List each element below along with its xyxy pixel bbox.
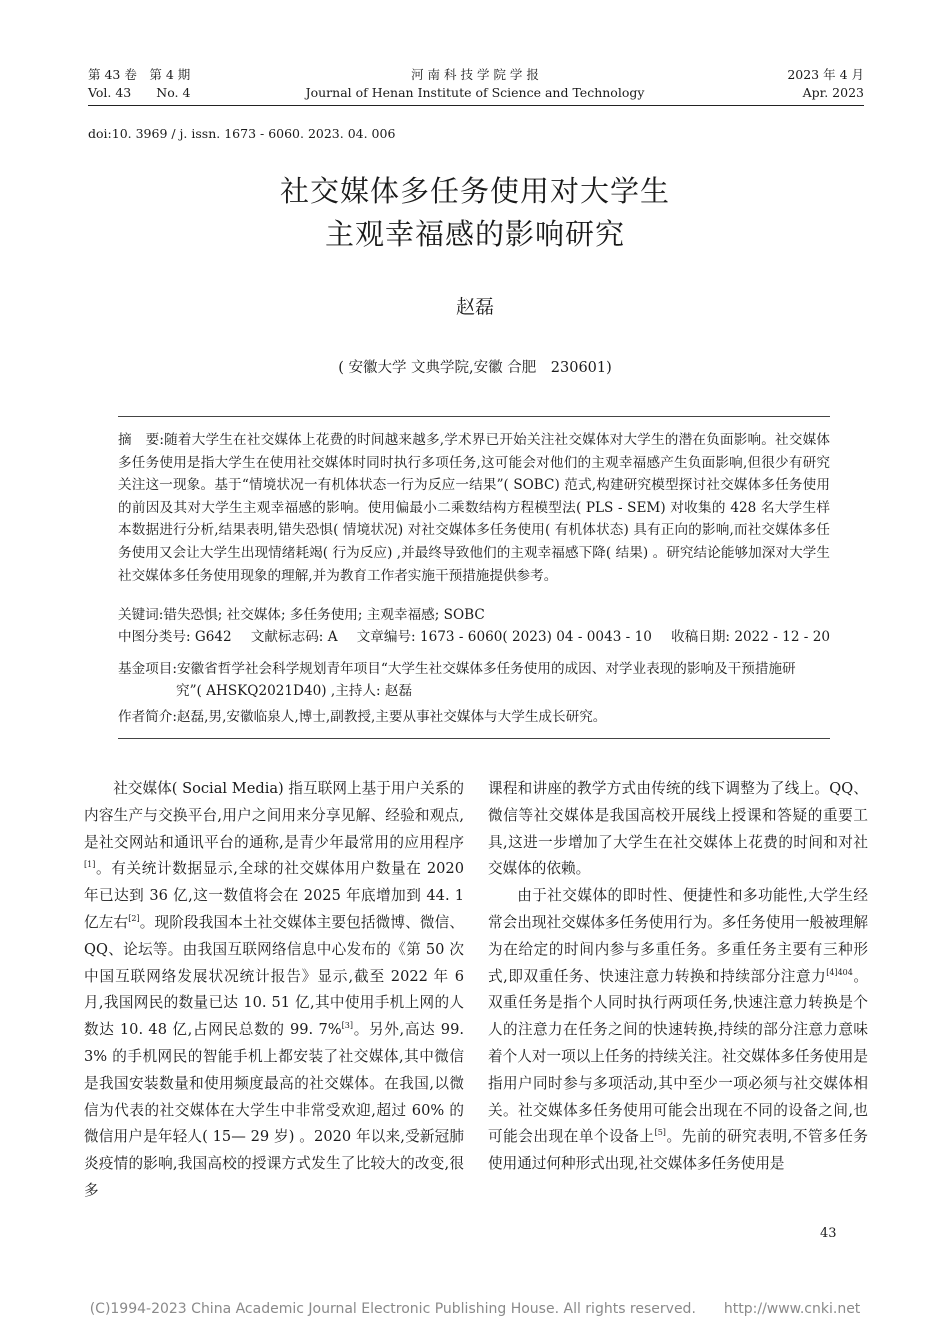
author: 赵磊 [455, 296, 494, 318]
body-text: 。双重任务是指个人同时执行两项任务,快速注意力转换是个人的注意力在任务之间的快速转换,持续的部分注意力意味着个人对一项以上任务的持续关注。社交媒体多任务使用是指用户同时参与多项活动,其中至少一项必须与社交媒体相关。社交媒体多任务使用可能会出现在不同的设备之间,也可能会出现在单个设备上 [488, 967, 868, 1146]
copyright-footer: (C)1994-2023 China Academic Journal Electronic Publishing House. All rights reserved. http://www.cnki.net [89, 1301, 861, 1317]
volume-issue-cn: 第 43 卷 第 4 期 [88, 67, 191, 82]
funding-line-1: 安徽省哲学社会科学规划青年项目“大学生社交媒体多任务使用的成因、对学业表现的影响及干预措施研 [176, 661, 796, 677]
citation-ref-3[interactable]: [3] [341, 1021, 354, 1031]
clc-number: 中图分类号: G642 [118, 629, 232, 645]
body-paragraph [488, 883, 868, 1178]
keywords [118, 604, 830, 626]
citation-ref-4[interactable]: [4]404 [826, 967, 853, 977]
body-paragraph [84, 776, 464, 1205]
body-column-right [488, 776, 868, 1178]
funding-label: 基金项目: [118, 661, 177, 677]
abstract [118, 429, 830, 587]
body-text: 。先前的研究表明,不管多任务使用通过何种形式出现,社交媒体多任务使用是 [488, 1128, 868, 1173]
body-text: 社交媒体( Social Media) 指互联网上基于用户关系的内容生产与交换平台,用户之间用来分享见解、经验和观点,是社交网站和通讯平台的通称,是青少年最常用的应用程序 [84, 780, 464, 851]
page-number: 43 [820, 1226, 837, 1241]
body-text: 由于社交媒体的即时性、便捷性和多功能性,大学生经常会出现社交媒体多任务使用行为。多任务使用一般被理解为在给定的时间内参与多重任务。多重任务主要有三种形式,即双重任务、快速注意力转换和持续部分注意力 [488, 887, 868, 985]
body-text: 。现阶段我国本土社交媒体主要包括微博、微信、QQ、论坛等。由我国互联网络信息中心发布的《第 50 次中国互联网络发展状况统计报告》显示,截至 2022 年 6 月,我国网民的数量已达 10. 51 亿,其中使用手机上网的人数达 10. 48 亿,占网民总数的 99. 7% [84, 913, 464, 1039]
journal-name-cn: 河 南 科 技 学 院 学 报 [411, 67, 539, 82]
body-text: 。另外,高达 99. 3% 的手机网民的智能手机上都安装了社交媒体,其中微信是我国安装数量和使用频度最高的社交媒体。在我国,以微信为代表的社交媒体在大学生中非常受欢迎,超过 60% 的微信用户是年轻人( 15— 29 岁) 。2020 年以来,受新冠肺炎疫情的影响,我国高校的授课方式发生了比较大的改变,很多 [84, 1021, 464, 1199]
abstract-bottom-rule [118, 738, 830, 739]
journal-date [664, 66, 864, 102]
doi: doi:10. 3969 / j. issn. 1673 - 6060. 2023. 04. 006 [88, 126, 396, 141]
title-line-1: 社交媒体多任务使用对大学生 [279, 174, 670, 208]
article-title [150, 170, 800, 256]
body-column-left [84, 776, 464, 1205]
funding [118, 658, 830, 702]
date-en: Apr. 2023 [802, 85, 864, 100]
body-paragraph: 课程和讲座的教学方式由传统的线下调整为了线上。QQ、微信等社交媒体是我国高校开展线上授课和答疑的重要工具,这进一步增加了大学生在社交媒体上花费的时间和对社交媒体的依赖。 [488, 780, 868, 878]
article-number: 文章编号: 1673 - 6060( 2023) 04 - 0043 - 10 [356, 629, 652, 645]
journal-name-en: Journal of Henan Institute of Science and Technology [305, 85, 645, 100]
body-text: 。有关统计数据显示,全球的社交媒体用户数量在 2020 年已达到 36 亿,这一数值将会在 2025 年底增加到 44. 1 亿左右 [84, 860, 464, 931]
abstract-label: 摘 要: [118, 432, 164, 448]
author-bio [118, 706, 830, 728]
volume-issue-en: Vol. 43 No. 4 [88, 85, 191, 100]
header-divider [88, 105, 864, 106]
abstract-top-rule [118, 416, 830, 417]
keywords-text: 错失恐惧; 社交媒体; 多任务使用; 主观幸福感; SOBC [163, 607, 485, 623]
citation-ref-2[interactable]: [2] [128, 914, 140, 924]
affiliation: ( 安徽大学 文典学院,安徽 合肥 230601) [338, 360, 612, 376]
bio-label: 作者简介: [118, 709, 177, 725]
journal-volume-issue [88, 66, 308, 102]
journal-name [300, 66, 650, 102]
classification-row [118, 626, 830, 648]
funding-line-2: 究”( AHSKQ2021D40) ,主持人: 赵磊 [176, 683, 413, 699]
title-line-2: 主观幸福感的影响研究 [324, 217, 625, 251]
abstract-text: 随着大学生在社交媒体上花费的时间越来越多,学术界已开始关注社交媒体对大学生的潜在负面影响。社交媒体多任务使用是指大学生在使用社交媒体时同时执行多项任务,这可能会对他们的主观幸福感产生负面影响,但很少有研究关注这一现象。基于“情境状况一有机体状态一行为反应一结果”( SOBC) 范式,构建研究模型探讨社交媒体多任务使用的前因及其对大学生主观幸福感的影响。使用偏最小二乘数结构方程模型法( PLS - SEM) 对收集的 428 名大学生样本数据进行分析,结果表明,错失恐惧( 情境状况) 对社交媒体多任务使用( 有机体状态) 具有正向的影响,而社交媒体多任务使用又会让大学生出现情绪耗竭( 行为反应) ,并最终导致他们的主观幸福感下降( 结果) 。研究结论能够加深对大学生社交媒体多任务使用现象的理解,并为教育工作者实施干预措施提供参考。 [118, 432, 830, 584]
keywords-label: 关键词: [118, 607, 164, 623]
bio-text: 赵磊,男,安徽临泉人,博士,副教授,主要从事社交媒体与大学生成长研究。 [176, 709, 607, 725]
received-date: 收稿日期: 2022 - 12 - 20 [671, 629, 830, 645]
date-cn: 2023 年 4 月 [787, 67, 864, 82]
document-code: 文献标志码: A [250, 629, 338, 645]
citation-ref-5[interactable]: [5] [654, 1128, 666, 1138]
citation-ref-1[interactable]: [1] [84, 860, 96, 870]
